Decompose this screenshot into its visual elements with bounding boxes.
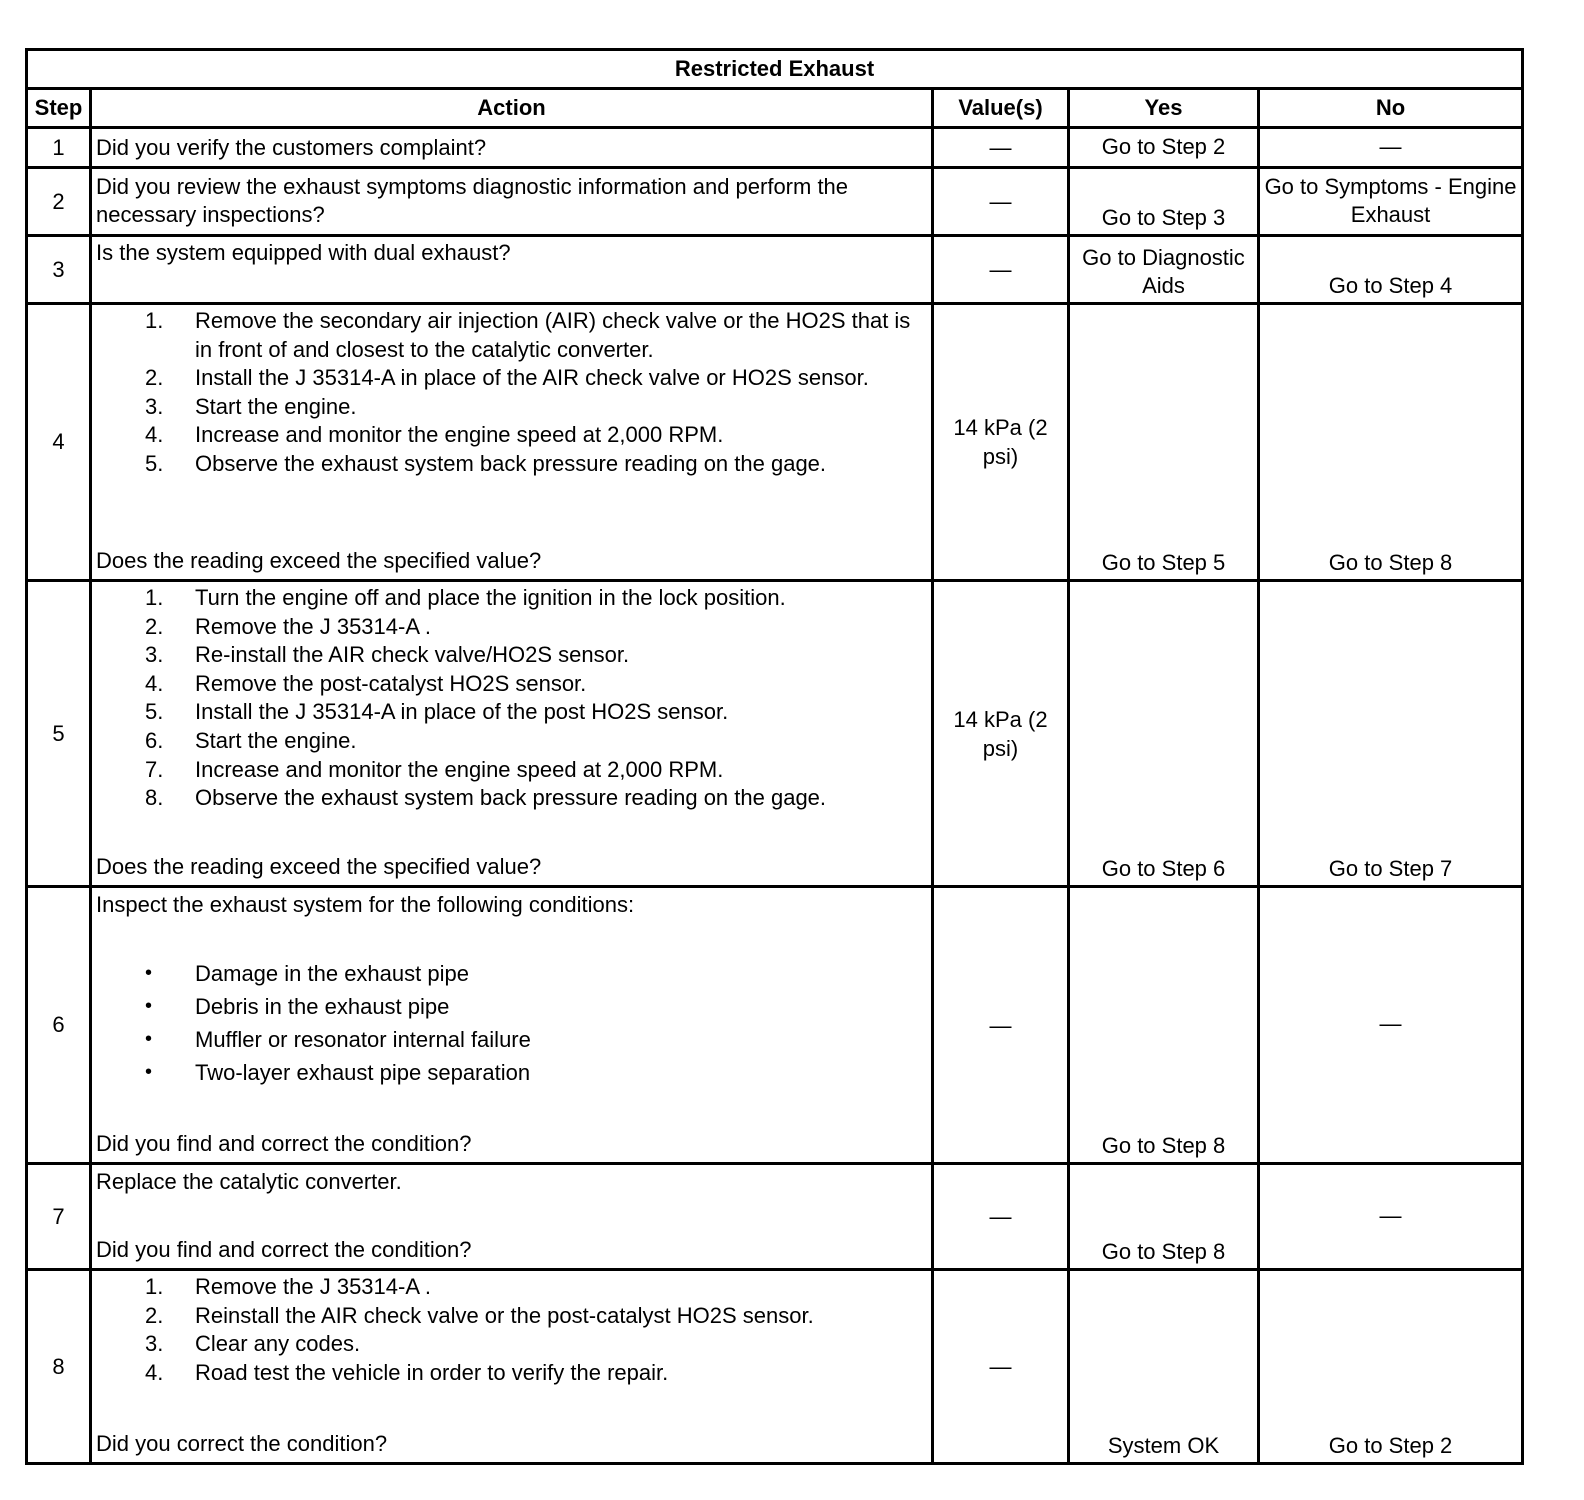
value-cell: — [933,1164,1069,1270]
list-item: 1. Remove the secondary air injection (AIR) check valve or the HO2S that is in front of and closest to the catalytic converter. [145,308,911,362]
step-number: 8 [27,1270,91,1464]
action-question: Did you find and correct the condition? [96,1237,472,1262]
table-row [27,304,1523,581]
no-cell: Go to Step 7 [1259,581,1523,887]
value-cell: 14 kPa (2 psi) [933,304,1069,581]
bullet-icon: • [145,962,153,984]
table-row [27,236,1523,304]
table-row [27,128,1523,168]
step-list [96,307,927,479]
step-number: 7 [27,1164,91,1270]
no-cell: Go to Symptoms - Engine Exhaust [1259,168,1523,236]
value-cell: — [933,1270,1069,1464]
diagnostic-table [25,48,1524,1465]
list-item: 2. Install the J 35314-A in place of the AIR check valve or HO2S sensor. [145,365,869,391]
table-row [27,168,1523,236]
value-cell: — [933,168,1069,236]
action-question: Does the reading exceed the specified value? [96,854,542,879]
step-number: 3 [27,236,91,304]
value-cell: — [933,236,1069,304]
yes-cell: Go to Step 8 [1069,887,1259,1164]
value-cell: — [933,128,1069,168]
action-question: Does the reading exceed the specified value? [96,548,542,573]
action-cell [91,304,933,581]
action-intro: Inspect the exhaust system for the following conditions: [96,892,635,917]
list-item: 1. Turn the engine off and place the ignition in the lock position. [145,585,786,610]
header-action: Action [91,89,933,128]
list-item: 5. Install the J 35314-A in place of the post HO2S sensor. [145,699,729,725]
yes-cell: Go to Diagnostic Aids [1069,236,1259,304]
no-cell: — [1259,887,1523,1164]
step-list [96,1273,927,1387]
list-item: • Two-layer exhaust pipe separation [96,1056,927,1089]
no-cell: — [1259,1164,1523,1270]
yes-cell: System OK [1069,1270,1259,1464]
yes-cell: Go to Step 5 [1069,304,1259,581]
list-item: 8. Observe the exhaust system back pressure reading on the gage. [145,785,827,811]
action-cell [91,1164,933,1270]
table-row [27,887,1523,1164]
no-cell: Go to Step 2 [1259,1270,1523,1464]
step-list [96,584,927,813]
yes-cell: Go to Step 2 [1069,128,1259,168]
no-cell: Go to Step 8 [1259,304,1523,581]
yes-cell: Go to Step 8 [1069,1164,1259,1270]
list-item: 3. Clear any codes. [145,1331,361,1357]
action-question: Did you correct the condition? [96,1431,388,1456]
no-cell: — [1259,128,1523,168]
list-item: 2. Remove the J 35314-A . [145,613,432,639]
list-item: 6. Start the engine. [145,727,357,753]
list-item: 3. Start the engine. [145,393,357,419]
action-text: Did you verify the customers complaint? [91,128,933,168]
header-no: No [1259,89,1523,128]
table-row [27,1270,1523,1464]
list-item: • Damage in the exhaust pipe [96,957,927,990]
action-intro: Replace the catalytic converter. [96,1169,402,1194]
list-item: 4. Increase and monitor the engine speed at 2,000 RPM. [145,422,724,448]
yes-cell: Go to Step 3 [1069,168,1259,236]
no-cell: Go to Step 4 [1259,236,1523,304]
bullet-icon: • [145,1061,153,1083]
action-cell [91,1270,933,1464]
step-number: 5 [27,581,91,887]
table-row [27,581,1523,887]
header-row [27,89,1523,128]
list-item: • Muffler or resonator internal failure [96,1023,927,1056]
list-item: 7. Increase and monitor the engine speed at 2,000 RPM. [145,756,724,782]
action-question: Did you find and correct the condition? [96,1131,472,1156]
list-item: 4. Road test the vehicle in order to verify the repair. [145,1359,669,1385]
header-values: Value(s) [933,89,1069,128]
list-item: 3. Re-install the AIR check valve/HO2S sensor. [145,642,630,668]
action-text: Is the system equipped with dual exhaust? [91,236,933,304]
table-row [27,1164,1523,1270]
list-item: 2. Reinstall the AIR check valve or the post-catalyst HO2S sensor. [145,1302,814,1328]
header-step: Step [27,89,91,128]
table-title: Restricted Exhaust [27,50,1523,89]
action-text: Did you review the exhaust symptoms diagnostic information and perform the necessary inspections? [91,168,933,236]
condition-list [96,957,927,1089]
list-item: 1. Remove the J 35314-A . [145,1274,432,1299]
bullet-icon: • [145,995,153,1017]
bullet-icon: • [145,1028,153,1050]
yes-cell: Go to Step 6 [1069,581,1259,887]
step-number: 2 [27,168,91,236]
header-yes: Yes [1069,89,1259,128]
action-cell [91,887,933,1164]
list-item: 5. Observe the exhaust system back pressure reading on the gage. [145,450,827,476]
list-item: • Debris in the exhaust pipe [96,990,927,1023]
action-cell [91,581,933,887]
step-number: 6 [27,887,91,1164]
value-cell: — [933,887,1069,1164]
step-number: 1 [27,128,91,168]
value-cell: 14 kPa (2 psi) [933,581,1069,887]
step-number: 4 [27,304,91,581]
list-item: 4. Remove the post-catalyst HO2S sensor. [145,670,587,696]
